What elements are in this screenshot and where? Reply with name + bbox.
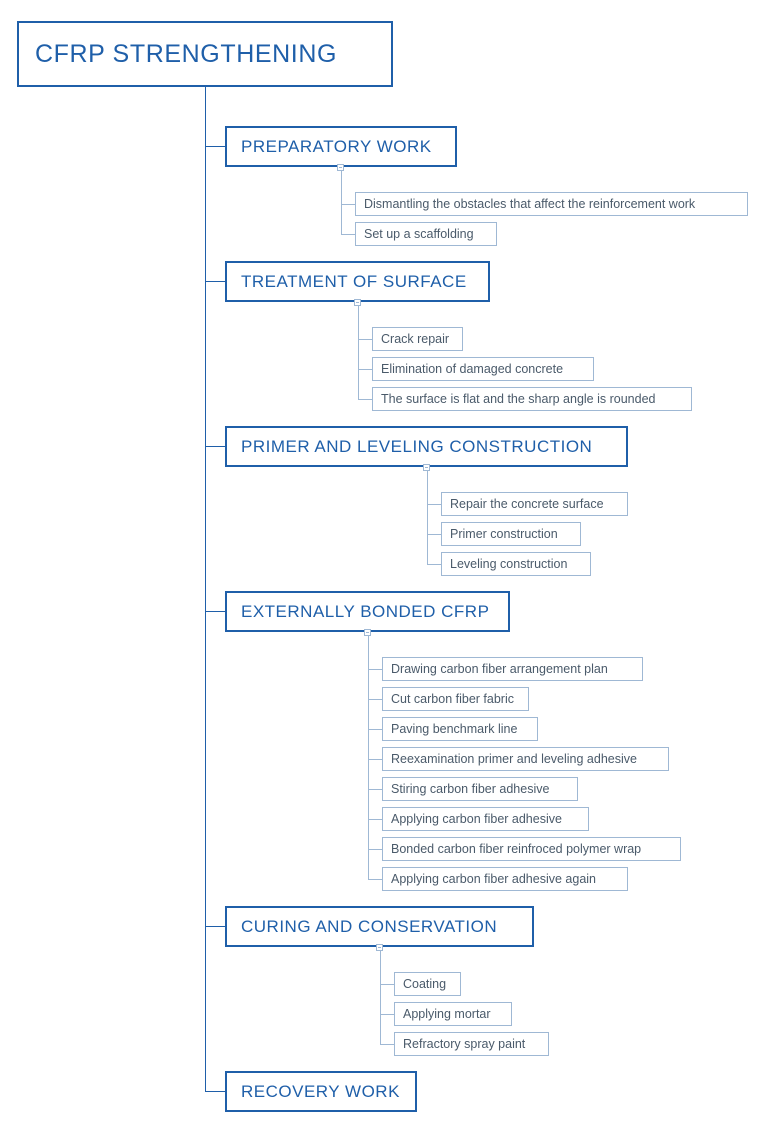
leaf-label: Repair the concrete surface (450, 497, 604, 511)
leaf-node[interactable] (372, 387, 692, 411)
leaf-label: Dismantling the obstacles that affect the reinforcement work (364, 197, 696, 211)
leaf-label: Applying carbon fiber adhesive (391, 812, 562, 826)
leaf-node[interactable] (394, 1002, 512, 1026)
leaf-label: Bonded carbon fiber reinfroced polymer wrap (391, 842, 642, 856)
child-connector (341, 234, 355, 235)
leaf-node[interactable] (382, 807, 589, 831)
leaf-label: Stiring carbon fiber adhesive (391, 782, 550, 796)
branch-label: EXTERNALLY BONDED CFRP (241, 601, 490, 621)
collapse-handle[interactable] (354, 299, 361, 306)
leaf-node[interactable] (441, 492, 628, 516)
collapse-handle[interactable] (337, 164, 344, 171)
branch-node-treatment-of-surface[interactable] (225, 261, 490, 302)
branch-node-primer-and-leveling-construction[interactable] (225, 426, 628, 467)
child-connector (427, 534, 441, 535)
branch-connector (205, 146, 225, 147)
leaf-label: Drawing carbon fiber arrangement plan (391, 662, 608, 676)
branch-connector (205, 1091, 225, 1092)
child-connector (380, 1044, 394, 1045)
leaf-node[interactable] (382, 777, 578, 801)
branch-connector (205, 281, 225, 282)
leaf-node[interactable] (394, 1032, 549, 1056)
child-connector (427, 504, 441, 505)
leaf-node[interactable] (382, 747, 669, 771)
branch-node-recovery-work[interactable] (225, 1071, 417, 1112)
branch-node-curing-and-conservation[interactable] (225, 906, 534, 947)
branch-connector (205, 926, 225, 927)
child-spine (358, 306, 359, 400)
child-connector (368, 879, 382, 880)
leaf-node[interactable] (382, 837, 681, 861)
child-connector (368, 849, 382, 850)
leaf-label: Applying carbon fiber adhesive again (391, 872, 596, 886)
child-spine (368, 636, 369, 880)
child-spine (427, 471, 428, 565)
child-connector (380, 984, 394, 985)
leaf-label: Coating (403, 977, 447, 991)
branch-label: PREPARATORY WORK (241, 136, 432, 156)
child-spine (380, 951, 381, 1045)
leaf-label: Cut carbon fiber fabric (391, 692, 514, 706)
child-connector (358, 339, 372, 340)
leaf-node[interactable] (355, 222, 497, 246)
branch-node-externally-bonded-cfrp[interactable] (225, 591, 510, 632)
leaf-node[interactable] (355, 192, 748, 216)
branch-node-preparatory-work[interactable] (225, 126, 457, 167)
leaf-label: Set up a scaffolding (364, 227, 474, 241)
leaf-node[interactable] (382, 717, 538, 741)
leaf-label: Refractory spray paint (403, 1037, 526, 1051)
leaf-node[interactable] (441, 552, 591, 576)
leaf-node[interactable] (382, 687, 529, 711)
leaf-node[interactable] (382, 867, 628, 891)
branch-connector (205, 611, 225, 612)
child-connector (380, 1014, 394, 1015)
root-node-label: CFRP STRENGTHENING (35, 39, 338, 68)
leaf-label: Crack repair (381, 332, 450, 346)
leaf-node[interactable] (382, 657, 643, 681)
collapse-handle[interactable] (364, 629, 371, 636)
leaf-label: Leveling construction (450, 557, 568, 571)
child-connector (358, 369, 372, 370)
leaf-label: Reexamination primer and leveling adhesive (391, 752, 637, 766)
child-connector (368, 729, 382, 730)
leaf-node[interactable] (372, 357, 594, 381)
branch-connector (205, 446, 225, 447)
branch-label: RECOVERY WORK (241, 1081, 400, 1101)
leaf-label: Elimination of damaged concrete (381, 362, 564, 376)
leaf-label: The surface is flat and the sharp angle is rounded (381, 392, 656, 406)
leaf-label: Primer construction (450, 527, 558, 541)
root-node[interactable] (17, 21, 393, 87)
branch-label: TREATMENT OF SURFACE (241, 271, 467, 291)
collapse-handle[interactable] (376, 944, 383, 951)
leaf-label: Applying mortar (403, 1007, 491, 1021)
child-connector (368, 669, 382, 670)
branch-label: CURING AND CONSERVATION (241, 916, 498, 936)
child-connector (341, 204, 355, 205)
child-connector (358, 399, 372, 400)
child-spine (341, 171, 342, 234)
leaf-node[interactable] (441, 522, 581, 546)
child-connector (368, 789, 382, 790)
leaf-label: Paving benchmark line (391, 722, 518, 736)
branch-label: PRIMER AND LEVELING CONSTRUCTION (241, 436, 593, 456)
collapse-handle[interactable] (423, 464, 430, 471)
leaf-node[interactable] (394, 972, 461, 996)
child-connector (368, 699, 382, 700)
child-connector (368, 819, 382, 820)
child-connector (368, 759, 382, 760)
child-connector (427, 564, 441, 565)
leaf-node[interactable] (372, 327, 463, 351)
trunk-line (205, 87, 206, 1092)
